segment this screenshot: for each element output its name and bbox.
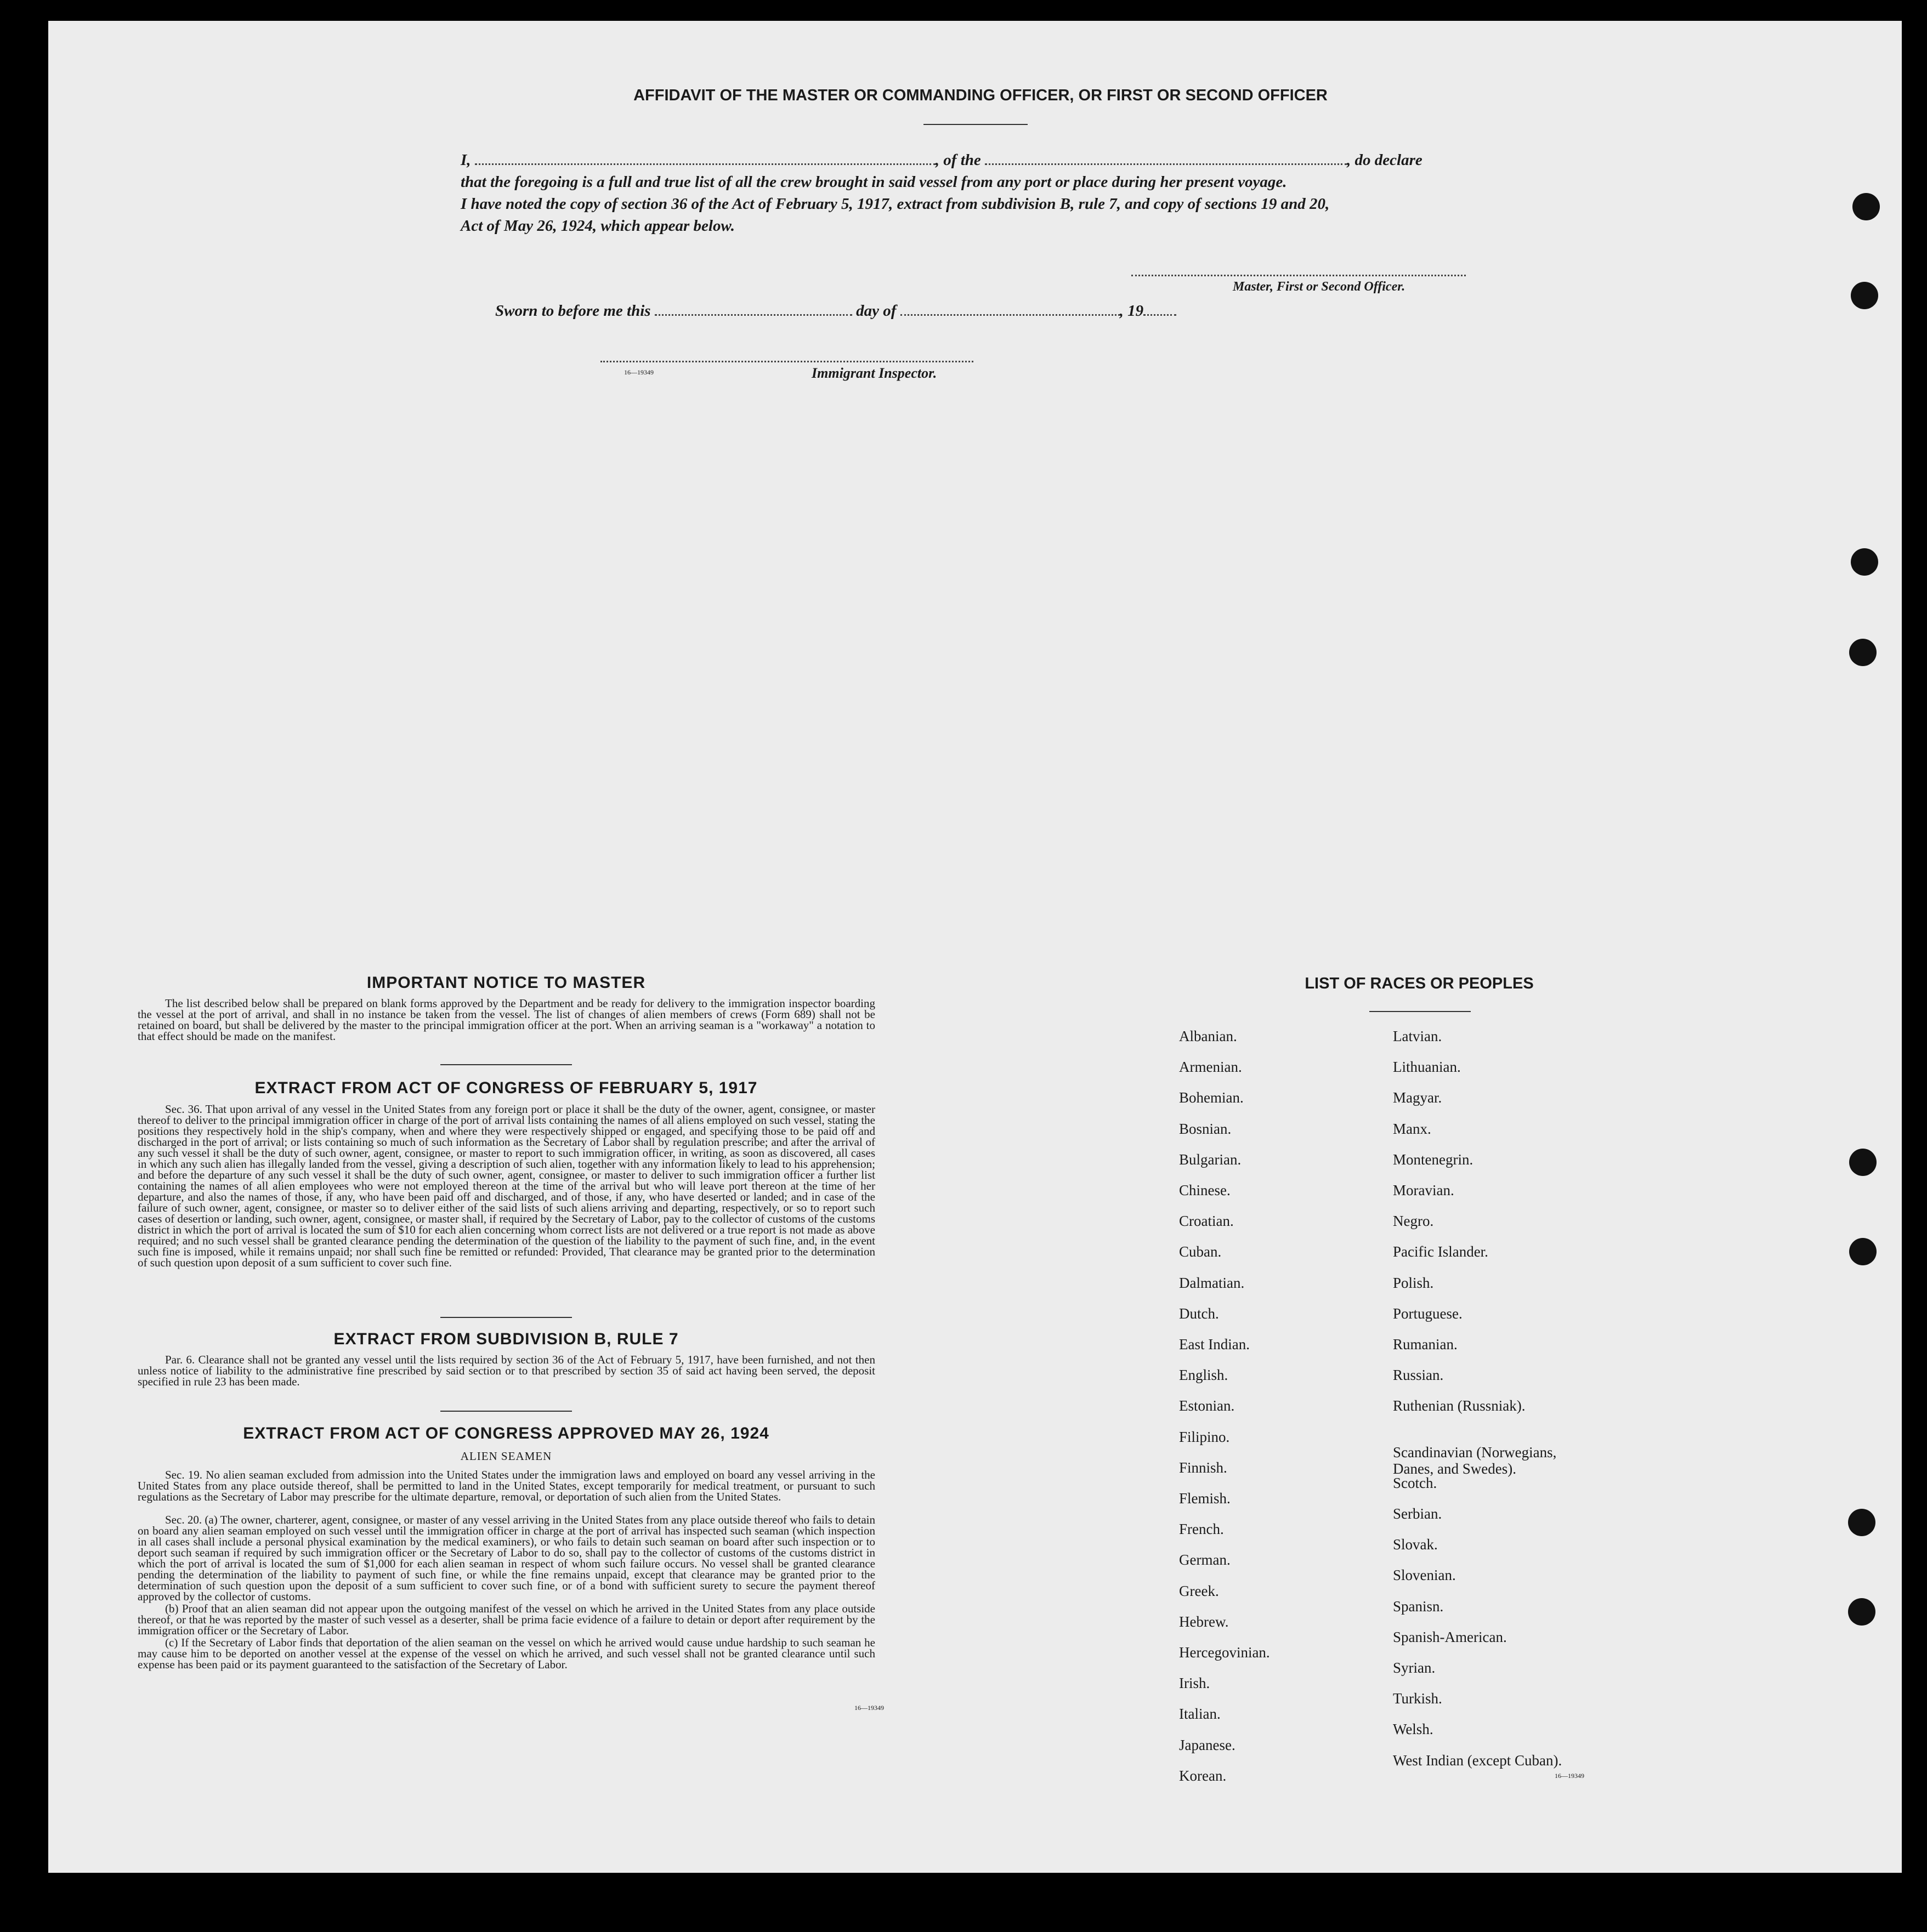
notice-divider (440, 1064, 572, 1065)
race-item: Polish. (1393, 1274, 1434, 1291)
race-item: Cuban. (1179, 1243, 1222, 1260)
affidavit-do-declare: , do declare (1347, 151, 1422, 169)
sworn-line (495, 302, 1176, 320)
race-item: Manx. (1393, 1120, 1431, 1137)
race-item: Scandinavian (Norwegians, Danes, and Swedes). (1393, 1444, 1557, 1477)
extract-1917-title: EXTRACT FROM ACT OF CONGRESS OF FEBRUARY 5, 1917 (254, 1079, 758, 1097)
affidavit-title: AFFIDAVIT OF THE MASTER OR COMMANDING OFFICER, OR FIRST OR SECOND OFFICER (633, 87, 1328, 104)
race-item: Spanish-American. (1393, 1628, 1507, 1645)
punch-hole (1851, 548, 1878, 576)
punch-hole (1848, 1598, 1875, 1626)
race-item: Hercegovinian. (1179, 1644, 1270, 1661)
day-of-label: day of (856, 302, 897, 320)
vessel-name-field[interactable] (985, 158, 1347, 165)
sec20b-text: (b) Proof that an alien seaman did not appear upon the outgoing manifest of the vessel on which he arrived in the United States from any place outside thereof, or that he was reported by the master of such vessel as a deserter, shall be prima facie evidence of a failure to detain or deport after requirement by the immigration officer or the Secretary of Labor. (138, 1602, 875, 1637)
race-item: Latvian. (1393, 1028, 1442, 1044)
officer-name-field[interactable] (475, 158, 936, 165)
affidavit-line3: I have noted the copy of section 36 of the Act of February 5, 1917, extract from subdivision B, rule 7, and copy of sections 19 and 20, (461, 195, 1330, 213)
race-item: French. (1179, 1521, 1224, 1538)
punch-hole (1848, 1509, 1875, 1536)
form-sheet (48, 21, 1902, 1873)
form-number-bottom-right: 16—19349 (1555, 1772, 1584, 1780)
sec19-text: Sec. 19. No alien seaman excluded from admission into the United States under the immigration laws and employed on board any vessel arriving in the United States from any place outside thereof, shall be permitted to land in the United States, except temporarily for medical treatment, or pursuant to such regulations as the Secretary of Labor may prescribe for the ultimate departure, removal, or deportation of such alien from the United States. (138, 1468, 875, 1503)
punch-hole (1849, 1238, 1877, 1265)
race-item: Estonian. (1179, 1397, 1235, 1414)
sworn-date-field[interactable] (655, 309, 852, 316)
race-item: Italian. (1179, 1706, 1221, 1723)
extract-1917-divider (440, 1317, 572, 1318)
races-title: LIST OF RACES OR PEOPLES (1305, 975, 1534, 992)
title-divider (923, 124, 1028, 125)
race-item: Hebrew. (1179, 1613, 1229, 1630)
race-item: German. (1179, 1552, 1231, 1569)
sec20c-text: (c) If the Secretary of Labor finds that deportation of the alien seaman on the vessel on which he arrived would cause undue hardship to such seaman he may cause him to be deported on another vessel at the expense of the vessel on which he arrived, and such vessel shall not be granted clearance until such expense has been paid or its payment guaranteed to the satisfaction of the Secretary of Labor. (138, 1636, 875, 1671)
race-item: Korean. (1179, 1767, 1227, 1784)
race-item: Montenegrin. (1393, 1151, 1473, 1168)
race-item: English. (1179, 1367, 1228, 1384)
sworn-label: Sworn to before me this (495, 302, 651, 320)
inspector-signature-line[interactable] (600, 361, 973, 362)
races-divider (1369, 1011, 1471, 1012)
race-item: Negro. (1393, 1213, 1434, 1230)
master-signature-label: Master, First or Second Officer. (1233, 280, 1405, 294)
notice-text: The list described below shall be prepared on blank forms approved by the Department and be ready for delivery to the immigration inspector boarding the vessel at the port of arrival, and shall in no instance be taken from the vessel. The list of changes of alien members of crews (Form 689) shall not be retained on board, but shall be delivered by the master to the principal immigration officer at the port. When an arriving seaman is a "workaway" a notation to that effect should be made on the manifest. (138, 997, 875, 1043)
race-item: Bohemian. (1179, 1089, 1244, 1106)
sworn-year-field[interactable] (1143, 309, 1176, 316)
race-item: Greek. (1179, 1582, 1219, 1599)
form-number-bottom-left: 16—19349 (854, 1704, 884, 1712)
race-item: Moravian. (1393, 1182, 1454, 1198)
race-item: Russian. (1393, 1367, 1444, 1384)
race-item: Croatian. (1179, 1213, 1234, 1230)
rule7-divider (440, 1411, 572, 1412)
race-item: Syrian. (1393, 1660, 1436, 1676)
race-item: Ruthenian (Russniak). (1393, 1397, 1526, 1414)
affidavit-of-the: , of the (935, 151, 981, 169)
master-signature-line[interactable] (1131, 275, 1466, 276)
race-item: Finnish. (1179, 1459, 1227, 1476)
race-item: Scotch. (1393, 1474, 1437, 1491)
race-item: Slovak. (1393, 1536, 1438, 1553)
punch-hole (1849, 1149, 1877, 1176)
race-item: Spanisn. (1393, 1598, 1444, 1615)
race-item: Filipino. (1179, 1428, 1230, 1445)
sec20a-text: Sec. 20. (a) The owner, charterer, agent, consignee, or master of any vessel arriving in the United States from any place outside thereof who fails to detain on board any alien seaman employed on such vessel until the immigration officer in charge at the port of arrival has inspected such seaman (which inspection in all cases shall include a personal physical examination by the medical examiners), or who fails to detain such seaman on board after such inspection or to deport such seaman if required by such immigration officer or the Secretary of Labor to do so, shall pay to the collector of customs of the customs district in which the port of arrival is located the sum of $1,000 for each alien seaman in respect of whom such failure occurs. No vessel shall be granted clearance pending the determination of the liability to payment of such fine, or while the fine remains unpaid, except that clearance may be granted prior to the determination of such question upon the deposit of a sum sufficient to cover such fine, or of a bond with sufficient surety to secure the payment thereof approved by the collector of customs. (138, 1513, 875, 1603)
race-item: Bulgarian. (1179, 1151, 1242, 1168)
race-item: Irish. (1179, 1675, 1210, 1692)
race-item: Serbian. (1393, 1505, 1442, 1522)
race-item: Rumanian. (1393, 1336, 1458, 1353)
race-item: Armenian. (1179, 1059, 1242, 1076)
notice-title: IMPORTANT NOTICE TO MASTER (366, 974, 646, 992)
race-item: Pacific Islander. (1393, 1243, 1488, 1260)
race-item: Welsh. (1393, 1721, 1433, 1738)
race-item: Chinese. (1179, 1182, 1231, 1198)
extract-1917-text: Sec. 36. That upon arrival of any vessel in the United States from any foreign port or place it shall be the duty of the owner, agent, consignee, or master thereof to deliver to the principal immigration officer in charge of the port of arrival lists containing the names of all aliens employed on such vessel, stating the positions they respectively hold in the ship's company, when and where they were respectively shipped or engaged, and specifying those to be paid off and discharged in the port of arrival; or lists containing so much of such information as the Secretary of Labor shall by regulation prescribe; and after the arrival of any such vessel it shall be the duty of such owner, agent, consignee, or master to report to such immigration officer, in writing, as soon as discovered, all cases in which any such alien has illegally landed from the vessel, giving a description of such alien, together with any information likely to lead to his apprehension; and before the departure of any such vessel it shall be the duty of such owner, agent, consignee, or master to deliver to such immigration officer a further list containing the names of all alien employees who were not employed thereon at the time of the arrival but who will leave port thereon at the time of her departure, and also the names of those, if any, who have been paid off and discharged, and of those, if any, who have deserted or landed; and in case of the failure of such owner, agent, consignee, or master so to deliver either of the said lists of such aliens arriving and departing, respectively, or so to report such cases of desertion or landing, such owner, agent, consignee, or master shall, if required by the Secretary of Labor, pay to the collector of customs of the customs district in which the port of arrival is located the sum of $10 for each alien concerning whom correct lists are not delivered or a true report is not made as above required; and no such vessel shall be granted clearance pending the determination of the question of the liability to the payment of such fine, and, in the event such fine is imposed, while it remains unpaid; nor shall such fine be remitted or refunded: Provided, That clearance may be granted prior to the determination of such question upon deposit of a sum sufficient to cover such fine. (138, 1103, 875, 1269)
extract-1924-title: EXTRACT FROM ACT OF CONGRESS APPROVED MAY 26, 1924 (243, 1424, 769, 1442)
race-item: Flemish. (1179, 1490, 1231, 1507)
rule7-title: EXTRACT FROM SUBDIVISION B, RULE 7 (333, 1330, 679, 1348)
race-item: East Indian. (1179, 1336, 1250, 1353)
year-label: , 19 (1119, 302, 1144, 320)
affidavit-line4: Act of May 26, 1924, which appear below. (461, 217, 735, 235)
race-item: Japanese. (1179, 1736, 1235, 1753)
race-item: Lithuanian. (1393, 1059, 1461, 1076)
inspector-label: Immigrant Inspector. (812, 365, 937, 381)
race-item: Magyar. (1393, 1089, 1442, 1106)
race-item: West Indian (except Cuban). (1393, 1752, 1562, 1769)
affidavit-line1 (461, 151, 1557, 169)
alien-seamen-subtitle: ALIEN SEAMEN (460, 1450, 552, 1463)
race-item: Bosnian. (1179, 1120, 1232, 1137)
affidavit-i: I, (461, 151, 471, 169)
form-number-top: 16—19349 (624, 368, 654, 376)
race-item: Dalmatian. (1179, 1274, 1245, 1291)
punch-hole (1849, 639, 1877, 666)
punch-hole (1851, 282, 1878, 309)
race-item: Albanian. (1179, 1028, 1237, 1044)
sworn-month-field[interactable] (900, 309, 1120, 316)
race-item: Turkish. (1393, 1690, 1442, 1707)
affidavit-line2: that the foregoing is a full and true list of all the crew brought in said vessel from any port or place during her present voyage. (461, 173, 1287, 191)
race-item: Dutch. (1179, 1305, 1219, 1322)
race-item: Portuguese. (1393, 1305, 1463, 1322)
punch-hole (1852, 193, 1880, 220)
race-item: Slovenian. (1393, 1567, 1456, 1584)
rule7-text: Par. 6. Clearance shall not be granted any vessel until the lists required by section 36 of the Act of February 5, 1917, have been furnished, and not then unless notice of liability to the administrative fine prescribed by said section or to that prescribed by section 35 of said act having been served, the deposit specified in rule 23 has been made. (138, 1353, 875, 1388)
